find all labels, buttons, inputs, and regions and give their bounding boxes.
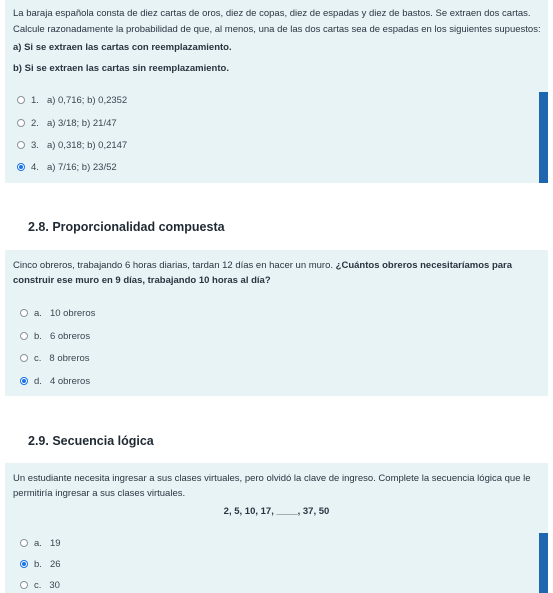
option-label: a. [34, 537, 42, 549]
answer-option-d[interactable] [20, 373, 90, 389]
question-text-plain: Cinco obreros, trabajando 6 horas diarias, tardan 12 días en hacer un muro. [13, 260, 336, 271]
option-text: a) 0,318; b) 0,2147 [46, 139, 128, 151]
question-text-line-2: permitiría ingresar a sus clases virtuales. [13, 488, 186, 499]
option-text: 6 obreros [49, 330, 91, 342]
card-accent-bar [539, 533, 548, 593]
option-text: 19 [49, 537, 61, 549]
question-text-line-2: construir ese muro en 9 días, trabajando 10 horas al día? [13, 275, 271, 286]
option-text: a) 3/18; b) 21/47 [46, 117, 117, 129]
radio-button-selected[interactable] [20, 377, 28, 385]
option-label: 2. [31, 117, 39, 129]
radio-button[interactable] [20, 581, 28, 589]
question-text-line-1: La baraja española consta de diez cartas de oros, diez de copas, diez de espadas y diez de bastos. Se extraen dos cartas. [13, 8, 531, 19]
question-card-proporcionalidad [5, 250, 548, 396]
option-text: a) 0,716; b) 0,2352 [46, 94, 128, 106]
question-text-line-2: Calcule razonadamente la probabilidad de que, al menos, una de las dos cartas sea de espadas en los siguientes supuestos: [13, 24, 541, 35]
sequence-numbers: 2, 5, 10, 17, ____, 37, 50 [223, 506, 330, 517]
option-label: c. [34, 579, 42, 591]
section-heading-2-9: 2.9. Secuencia lógica [28, 434, 154, 448]
answer-option-4[interactable] [17, 159, 117, 175]
question-text-line-1: Un estudiante necesita ingresar a sus clases virtuales, pero olvidó la clave de ingreso. Complete la secuencia lógica que le [13, 473, 531, 484]
radio-button-selected[interactable] [20, 560, 28, 568]
answer-option-1[interactable] [17, 92, 127, 108]
option-label: 1. [31, 94, 39, 106]
option-text: 30 [49, 579, 60, 591]
option-label: 4. [31, 161, 39, 173]
option-text: 26 [49, 558, 61, 570]
question-text-bold: ¿Cuántos obreros necesitaríamos para [335, 260, 513, 271]
option-text: 8 obreros [49, 352, 90, 364]
question-card-secuencia [5, 463, 548, 593]
answer-option-a[interactable] [20, 535, 61, 551]
question-part-b: b) Si se extraen las cartas sin reemplazamiento. [13, 63, 229, 74]
question-part-a: a) Si se extraen las cartas con reemplazamiento. [13, 42, 232, 53]
option-label: a. [34, 307, 42, 319]
radio-button[interactable] [17, 141, 25, 149]
question-card-probability [5, 0, 548, 183]
answer-option-b[interactable] [20, 328, 90, 344]
radio-button[interactable] [20, 332, 28, 340]
option-text: a) 7/16; b) 23/52 [46, 161, 117, 173]
radio-button[interactable] [20, 354, 28, 362]
radio-button[interactable] [17, 119, 25, 127]
option-label: 3. [31, 139, 39, 151]
radio-button[interactable] [20, 309, 28, 317]
radio-button-selected[interactable] [17, 163, 25, 171]
answer-option-a[interactable] [20, 305, 95, 321]
option-label: d. [34, 375, 42, 387]
option-label: b. [34, 558, 42, 570]
answer-option-3[interactable] [17, 137, 127, 153]
section-heading-2-8: 2.8. Proporcionalidad compuesta [28, 220, 225, 234]
card-accent-bar [539, 92, 548, 183]
option-label: c. [34, 352, 42, 364]
answer-option-c[interactable] [20, 350, 90, 366]
radio-button[interactable] [20, 539, 28, 547]
option-label: b. [34, 330, 42, 342]
answer-option-b[interactable] [20, 556, 61, 572]
option-text: 4 obreros [49, 375, 91, 387]
answer-option-2[interactable] [17, 115, 117, 131]
question-text-line-1 [13, 258, 512, 274]
radio-button[interactable] [17, 96, 25, 104]
answer-option-c[interactable] [20, 577, 60, 593]
option-text: 10 obreros [49, 307, 96, 319]
